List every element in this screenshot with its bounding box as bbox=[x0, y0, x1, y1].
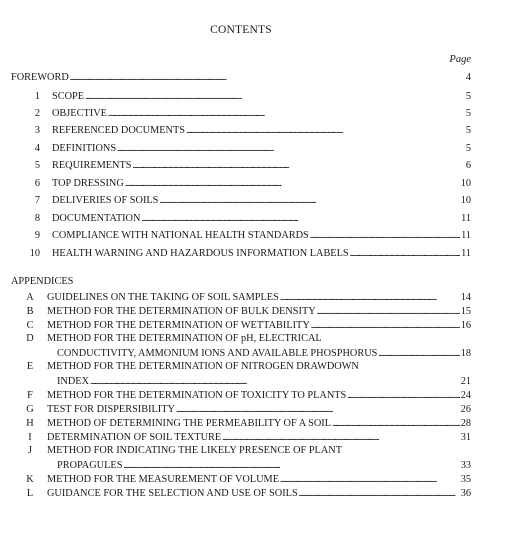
entry-label: DETERMINATION OF SOIL TEXTURE bbox=[47, 432, 222, 443]
section-number: 1 bbox=[34, 91, 40, 102]
section-number: 7 bbox=[34, 195, 40, 206]
section-number: 9 bbox=[34, 230, 40, 241]
entry-label: REFERENCED DOCUMENTS bbox=[52, 125, 186, 136]
toc-entry-section[interactable] bbox=[20, 89, 471, 103]
appendix-letter: F bbox=[27, 390, 33, 401]
dot-leader bbox=[310, 228, 460, 243]
entry-page: 28 bbox=[460, 418, 471, 429]
dot-leader bbox=[133, 158, 462, 173]
entry-page: 36 bbox=[460, 488, 471, 499]
section-number: 3 bbox=[34, 125, 40, 136]
appendix-letter: K bbox=[26, 474, 34, 485]
entry-page: 21 bbox=[460, 376, 471, 387]
dot-leader bbox=[280, 472, 460, 487]
entry-label: METHOD FOR THE DETERMINATION OF TOXICITY TO PLANTS bbox=[47, 390, 347, 401]
entry-label: METHOD FOR THE DETERMINATION OF pH, ELECTRICAL bbox=[47, 333, 322, 344]
dot-leader bbox=[332, 416, 460, 431]
appendix-letter: C bbox=[26, 320, 34, 331]
appendix-letter: L bbox=[26, 488, 34, 499]
toc-entry-section[interactable] bbox=[20, 228, 471, 242]
toc-entry-appendix[interactable] bbox=[20, 472, 471, 486]
toc-entry-appendix[interactable] bbox=[57, 374, 471, 388]
entry-page: 11 bbox=[461, 248, 471, 259]
entry-label: GUIDANCE FOR THE SELECTION AND USE OF SOILS bbox=[47, 488, 298, 499]
entry-page: 10 bbox=[460, 178, 471, 189]
entry-page: 24 bbox=[460, 390, 471, 401]
page-column-header: Page bbox=[449, 54, 471, 65]
toc-entry-appendix[interactable] bbox=[20, 486, 471, 500]
entry-page: 16 bbox=[460, 320, 471, 331]
dot-leader bbox=[159, 193, 459, 208]
entry-page: 31 bbox=[460, 432, 471, 443]
appendix-letter: A bbox=[26, 292, 34, 303]
toc-entry-appendix[interactable] bbox=[20, 416, 471, 430]
toc-entry-foreword[interactable] bbox=[11, 70, 471, 84]
toc-entry-section[interactable] bbox=[20, 123, 471, 137]
entry-label: DOCUMENTATION bbox=[52, 213, 141, 224]
appendix-letter: H bbox=[26, 418, 34, 429]
section-number: 2 bbox=[34, 108, 40, 119]
toc-entry-appendix[interactable] bbox=[57, 346, 471, 360]
toc-entry-section[interactable] bbox=[20, 193, 471, 207]
toc-entry-appendix[interactable] bbox=[20, 318, 471, 332]
dot-leader bbox=[311, 318, 460, 333]
entry-label-continued: PROPAGULES bbox=[57, 460, 123, 471]
entry-label: HEALTH WARNING AND HAZARDOUS INFORMATION LABELS bbox=[52, 248, 349, 259]
entry-page: 10 bbox=[460, 195, 471, 206]
toc-entry-section[interactable] bbox=[20, 158, 471, 172]
dot-leader bbox=[350, 246, 460, 261]
entry-page: 18 bbox=[460, 348, 471, 359]
dot-leader bbox=[123, 458, 459, 473]
toc-entry-appendix[interactable] bbox=[20, 430, 471, 444]
entry-label: DELIVERIES OF SOILS bbox=[52, 195, 159, 206]
dot-leader bbox=[141, 211, 460, 226]
contents-title: CONTENTS bbox=[210, 24, 272, 36]
dot-leader bbox=[70, 70, 462, 85]
toc-entry-appendix[interactable] bbox=[20, 388, 471, 402]
dot-leader bbox=[347, 388, 459, 403]
entry-label-continued: INDEX bbox=[57, 376, 90, 387]
appendix-letter: B bbox=[26, 306, 34, 317]
dot-leader bbox=[125, 176, 460, 191]
toc-entry-appendix[interactable] bbox=[20, 402, 471, 416]
dot-leader bbox=[317, 304, 460, 319]
entry-label: COMPLIANCE WITH NATIONAL HEALTH STANDARDS bbox=[52, 230, 309, 241]
entry-label: SCOPE bbox=[52, 91, 85, 102]
entry-page: 4 bbox=[465, 72, 471, 83]
entry-label: REQUIREMENTS bbox=[52, 160, 132, 171]
entry-label: OBJECTIVE bbox=[52, 108, 107, 119]
appendices-heading: APPENDICES bbox=[11, 276, 74, 287]
appendix-letter: G bbox=[26, 404, 34, 415]
section-number: 8 bbox=[34, 213, 40, 224]
dot-leader bbox=[117, 141, 462, 156]
section-number: 5 bbox=[34, 160, 40, 171]
toc-entry-appendix-line1[interactable] bbox=[20, 332, 322, 346]
entry-page: 15 bbox=[460, 306, 471, 317]
toc-entry-section[interactable] bbox=[20, 141, 471, 155]
dot-leader bbox=[222, 430, 460, 445]
entry-label: TEST FOR DISPERSIBILITY bbox=[47, 404, 175, 415]
toc-entry-section[interactable] bbox=[20, 246, 471, 260]
entry-label: METHOD FOR THE DETERMINATION OF WETTABILITY bbox=[47, 320, 310, 331]
entry-page: 5 bbox=[465, 143, 471, 154]
appendix-letter: I bbox=[28, 432, 32, 443]
toc-entry-appendix-line1[interactable] bbox=[20, 360, 359, 374]
dot-leader bbox=[378, 346, 459, 361]
entry-label: METHOD FOR INDICATING THE LIKELY PRESENCE OF PLANT bbox=[47, 445, 342, 456]
appendix-letter: J bbox=[27, 445, 32, 456]
toc-entry-appendix[interactable] bbox=[20, 290, 471, 304]
dot-leader bbox=[280, 290, 460, 305]
appendix-letter: E bbox=[26, 361, 34, 372]
toc-entry-section[interactable] bbox=[20, 176, 471, 190]
entry-page: 5 bbox=[465, 108, 471, 119]
entry-page: 5 bbox=[465, 125, 471, 136]
entry-label-continued: CONDUCTIVITY, AMMONIUM IONS AND AVAILABLE PHOSPHORUS bbox=[57, 348, 378, 359]
entry-page: 14 bbox=[460, 292, 471, 303]
appendix-letter: D bbox=[26, 333, 34, 344]
entry-page: 35 bbox=[460, 474, 471, 485]
entry-page: 26 bbox=[460, 404, 471, 415]
toc-entry-appendix-line1[interactable] bbox=[20, 444, 342, 458]
entry-page: 11 bbox=[461, 230, 471, 241]
entry-page: 11 bbox=[461, 213, 471, 224]
dot-leader bbox=[85, 89, 462, 104]
toc-entry-section[interactable] bbox=[20, 106, 471, 120]
dot-leader bbox=[108, 106, 462, 121]
dot-leader bbox=[90, 374, 460, 389]
dot-leader bbox=[299, 486, 460, 501]
dot-leader bbox=[186, 123, 462, 138]
entry-label: METHOD FOR THE DETERMINATION OF NITROGEN DRAWDOWN bbox=[47, 361, 359, 372]
entry-label: GUIDELINES ON THE TAKING OF SOIL SAMPLES bbox=[47, 292, 279, 303]
entry-page: 6 bbox=[465, 160, 471, 171]
entry-label: METHOD FOR THE DETERMINATION OF BULK DENSITY bbox=[47, 306, 316, 317]
toc-entry-appendix[interactable] bbox=[57, 458, 471, 472]
entry-label: TOP DRESSING bbox=[52, 178, 124, 189]
toc-entry-appendix[interactable] bbox=[20, 304, 471, 318]
section-number: 4 bbox=[34, 143, 40, 154]
dot-leader bbox=[176, 402, 460, 417]
entry-label: METHOD FOR THE MEASUREMENT OF VOLUME bbox=[47, 474, 279, 485]
entry-page: 5 bbox=[465, 91, 471, 102]
entry-page: 33 bbox=[460, 460, 471, 471]
entry-label: METHOD OF DETERMINING THE PERMEABILITY OF A SOIL bbox=[47, 418, 332, 429]
entry-label: FOREWORD bbox=[11, 72, 69, 83]
entry-label: DEFINITIONS bbox=[52, 143, 117, 154]
section-number: 10 bbox=[29, 248, 40, 259]
section-number: 6 bbox=[34, 178, 40, 189]
toc-entry-section[interactable] bbox=[20, 211, 471, 225]
